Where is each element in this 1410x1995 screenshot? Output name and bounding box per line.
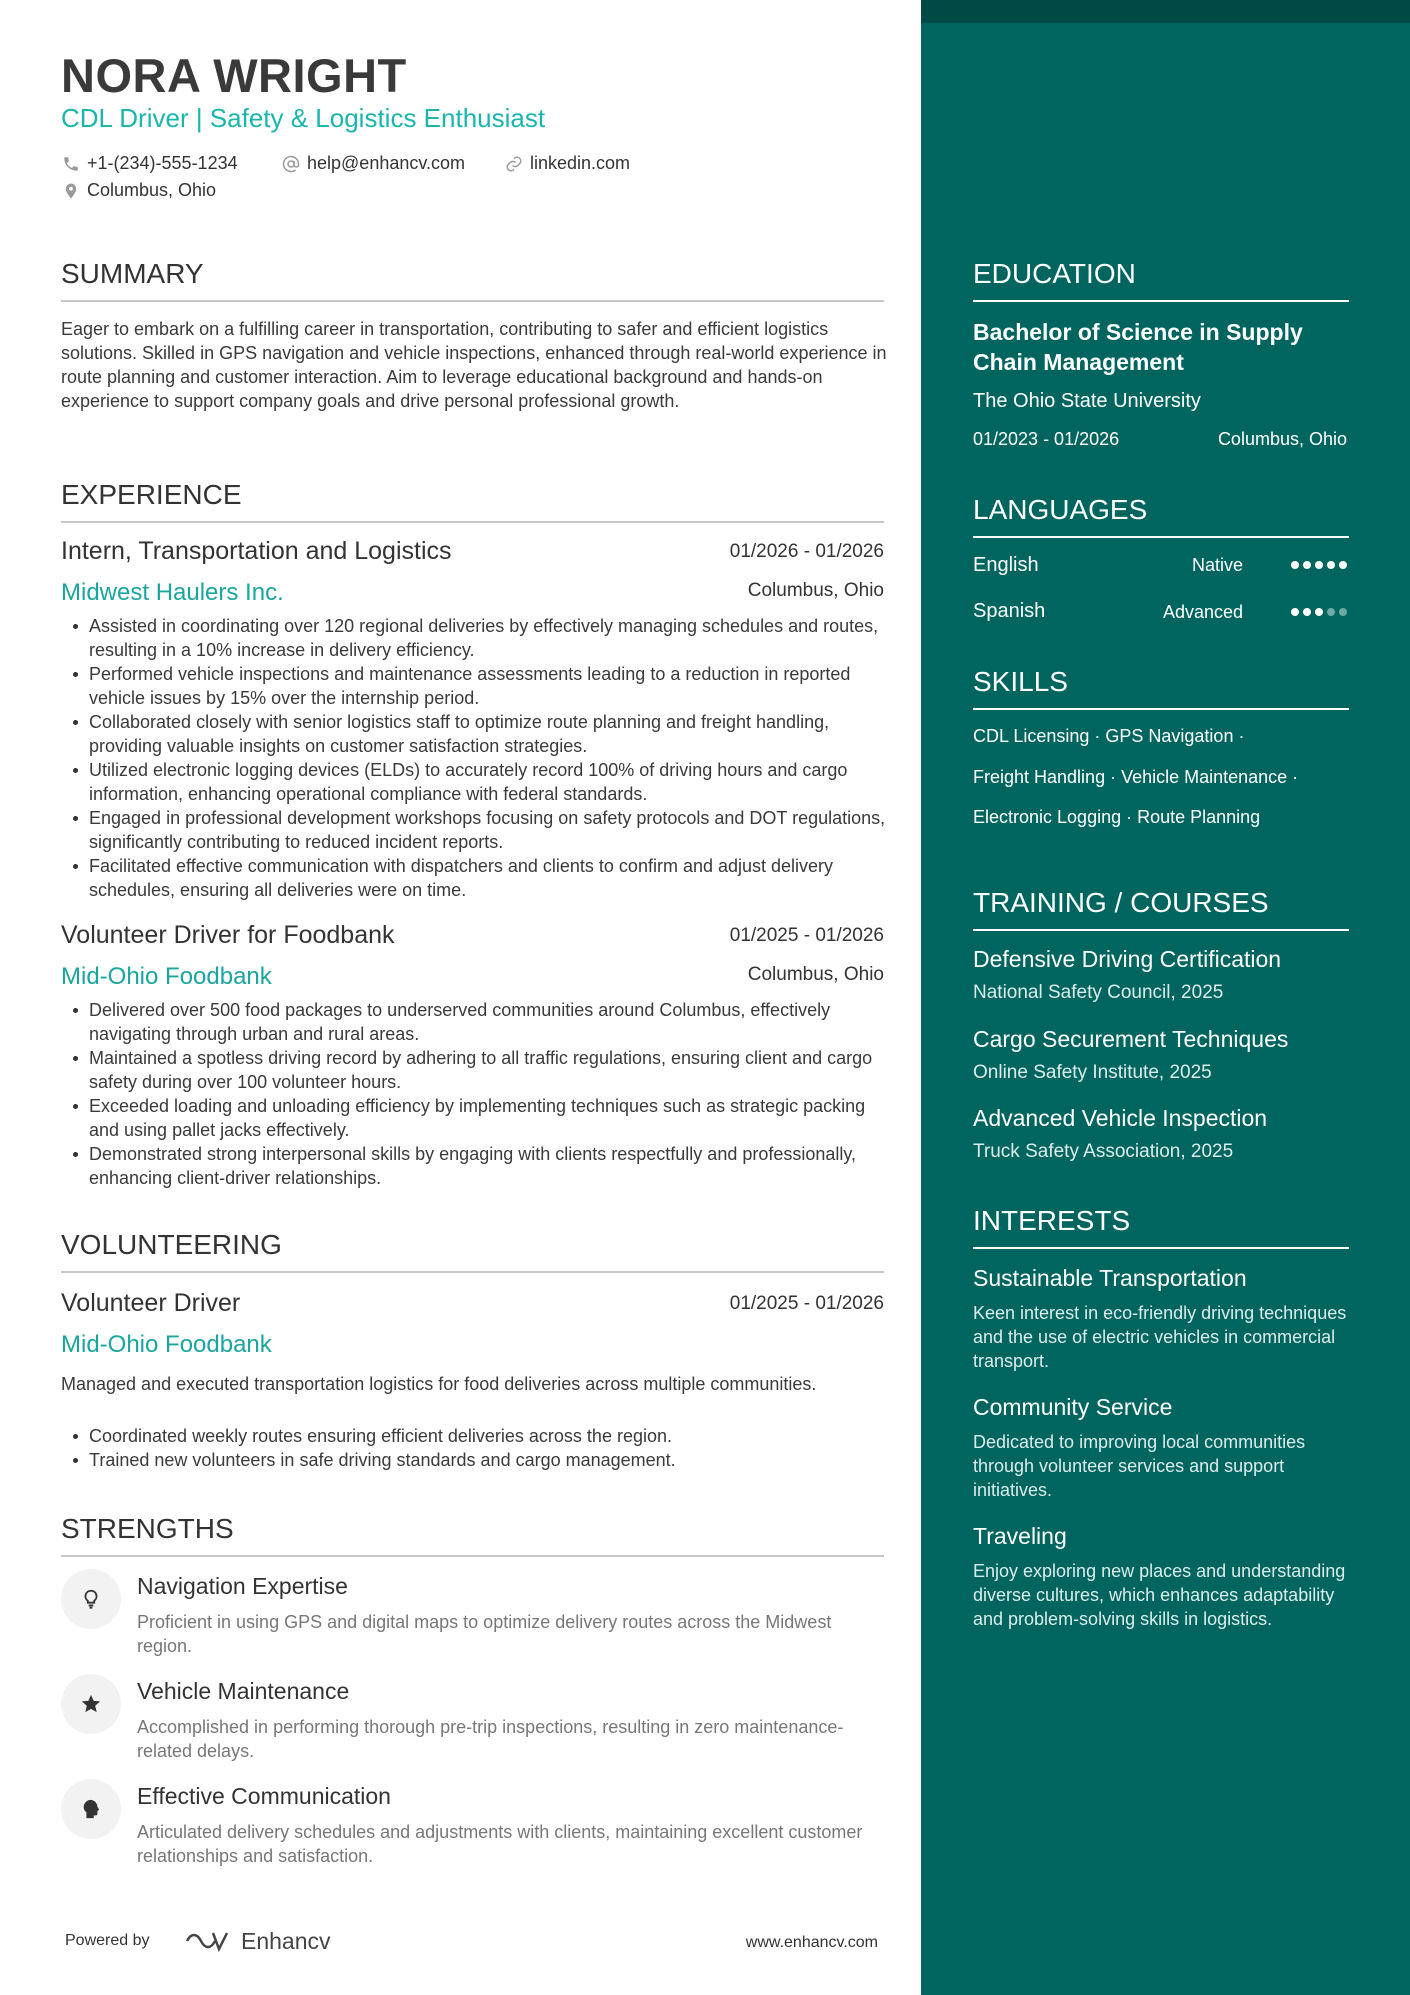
strength-description: Accomplished in performing thorough pre-trip inspections, resulting in zero maintenance-related delays. bbox=[137, 1717, 844, 1761]
interest-name: Community Service bbox=[973, 1394, 1173, 1420]
lightbulb-icon bbox=[80, 1588, 102, 1610]
star-icon bbox=[80, 1693, 102, 1715]
strength-description: Proficient in using GPS and digital maps to optimize delivery routes across the Midwest region. bbox=[137, 1612, 832, 1656]
summary-text: Eager to embark on a fulfilling career in transportation, contributing to safer and efficient logistics solutions. Skilled in GPS navigation and vehicle inspections, enhanced through real-world experience in route planning and customer interaction. Aim to leverage educational background and hands-on experience to support company goals and drive personal professional growth. bbox=[61, 319, 887, 411]
language-rating bbox=[1291, 608, 1347, 616]
rating-dot bbox=[1303, 608, 1311, 616]
rating-dot bbox=[1315, 608, 1323, 616]
language-name: Spanish bbox=[973, 600, 1046, 622]
rating-dot bbox=[1291, 608, 1299, 616]
location-text: Columbus, Ohio bbox=[87, 180, 217, 200]
volunteer-bullets bbox=[61, 1424, 891, 1472]
volunteering-heading: VOLUNTEERING bbox=[61, 1229, 884, 1273]
education-location: Columbus, Ohio bbox=[1217, 429, 1347, 449]
bullet-item: Engaged in professional development workshops focusing on safety protocols and DOT regulations, significantly contributing to reduced incident reports. bbox=[61, 806, 891, 854]
interest-name: Sustainable Transportation bbox=[973, 1265, 1247, 1291]
skills-line: Electronic Logging · Route Planning bbox=[973, 807, 1261, 827]
strength-icon-badge bbox=[61, 1674, 121, 1734]
volunteer-company[interactable]: Mid-Ohio Foodbank bbox=[61, 1331, 272, 1358]
skills-heading: SKILLS bbox=[973, 666, 1349, 710]
job-bullets bbox=[61, 998, 891, 1190]
job-location: Columbus, Ohio bbox=[747, 580, 884, 601]
email-contact[interactable] bbox=[282, 153, 465, 174]
rating-dot bbox=[1303, 561, 1311, 569]
skills-line: Freight Handling · Vehicle Maintenance · bbox=[973, 767, 1299, 787]
job-dates: 01/2025 - 01/2026 bbox=[729, 925, 884, 946]
interest-description: Dedicated to improving local communities through volunteer services and support initiatives. bbox=[973, 1432, 1306, 1500]
bullet-item: Performed vehicle inspections and maintenance assessments leading to a reduction in reported vehicle issues by 15% over the internship period. bbox=[61, 662, 891, 710]
strength-description: Articulated delivery schedules and adjustments with clients, maintaining excellent customer relationships and satisfaction. bbox=[137, 1822, 863, 1866]
email-text: help@enhancv.com bbox=[307, 153, 466, 173]
job-location: Columbus, Ohio bbox=[747, 964, 884, 985]
language-level: Advanced bbox=[1162, 602, 1243, 622]
linkedin-contact[interactable] bbox=[505, 153, 630, 174]
phone-text: +1-(234)-555-1234 bbox=[87, 153, 238, 173]
volunteer-dates: 01/2025 - 01/2026 bbox=[729, 1293, 884, 1314]
footer-url[interactable]: www.enhancv.com bbox=[745, 1934, 878, 1951]
training-name: Advanced Vehicle Inspection bbox=[973, 1105, 1268, 1131]
language-rating bbox=[1291, 561, 1347, 569]
candidate-name: NORA WRIGHT bbox=[61, 49, 407, 102]
location-contact bbox=[62, 180, 216, 201]
interest-name: Traveling bbox=[973, 1523, 1067, 1549]
phone-contact[interactable] bbox=[62, 153, 238, 174]
rating-dot bbox=[1327, 561, 1335, 569]
summary-heading: SUMMARY bbox=[61, 258, 884, 302]
head-icon bbox=[80, 1798, 102, 1820]
enhancv-brand: Enhancv bbox=[241, 1927, 331, 1954]
job-role: Intern, Transportation and Logistics bbox=[61, 537, 452, 565]
rating-dot bbox=[1339, 608, 1347, 616]
at-icon bbox=[282, 155, 300, 173]
job-bullets bbox=[61, 614, 891, 902]
interests-heading: INTERESTS bbox=[973, 1205, 1349, 1249]
volunteer-role: Volunteer Driver bbox=[61, 1289, 241, 1317]
education-school: The Ohio State University bbox=[973, 390, 1201, 412]
bullet-item: Delivered over 500 food packages to underserved communities around Columbus, effectively navigating through urban and rural areas. bbox=[61, 998, 891, 1046]
training-org: Truck Safety Association, 2025 bbox=[973, 1141, 1234, 1162]
volunteer-description: Managed and executed transportation logistics for food deliveries across multiple communities. bbox=[61, 1374, 817, 1394]
language-level: Native bbox=[1191, 555, 1243, 575]
rating-dot bbox=[1315, 561, 1323, 569]
sidebar-top-bar bbox=[921, 0, 1410, 23]
strength-title: Effective Communication bbox=[137, 1783, 391, 1809]
strength-title: Navigation Expertise bbox=[137, 1573, 348, 1599]
training-name: Defensive Driving Certification bbox=[973, 946, 1282, 972]
job-role: Volunteer Driver for Foodbank bbox=[61, 921, 395, 949]
bullet-item: Facilitated effective communication with dispatchers and clients to confirm and adjust delivery schedules, ensuring all deliveries were on time. bbox=[61, 854, 891, 902]
link-icon bbox=[505, 155, 523, 173]
training-heading: TRAINING / COURSES bbox=[973, 887, 1349, 931]
strength-icon-badge bbox=[61, 1569, 121, 1629]
training-org: National Safety Council, 2025 bbox=[973, 982, 1224, 1003]
interest-description: Keen interest in eco-friendly driving techniques and the use of electric vehicles in commercial transport. bbox=[973, 1303, 1347, 1371]
location-pin-icon bbox=[62, 182, 80, 200]
training-name: Cargo Securement Techniques bbox=[973, 1026, 1289, 1052]
enhancv-logo[interactable] bbox=[183, 1927, 331, 1955]
strengths-heading: STRENGTHS bbox=[61, 1513, 884, 1557]
bullet-item: Coordinated weekly routes ensuring efficient deliveries across the region. bbox=[61, 1424, 891, 1448]
education-degree: Bachelor of Science in Supply Chain Management bbox=[973, 319, 1303, 375]
language-name: English bbox=[973, 554, 1039, 576]
interest-description: Enjoy exploring new places and understanding diverse cultures, which enhances adaptability and problem-solving skills in logistics. bbox=[973, 1561, 1346, 1629]
bullet-item: Collaborated closely with senior logistics staff to optimize route planning and freight handling, providing valuable insights on customer satisfaction strategies. bbox=[61, 710, 891, 758]
job-company[interactable]: Midwest Haulers Inc. bbox=[61, 579, 284, 606]
bullet-item: Assisted in coordinating over 120 regional deliveries by effectively managing schedules and routes, resulting in a 10% increase in delivery efficiency. bbox=[61, 614, 891, 662]
strength-title: Vehicle Maintenance bbox=[137, 1678, 350, 1704]
strength-icon-badge bbox=[61, 1779, 121, 1839]
education-heading: EDUCATION bbox=[973, 258, 1349, 302]
candidate-headline: CDL Driver | Safety & Logistics Enthusiast bbox=[61, 103, 546, 133]
linkedin-text: linkedin.com bbox=[530, 153, 631, 173]
powered-by-text: Powered by bbox=[65, 1932, 150, 1949]
training-org: Online Safety Institute, 2025 bbox=[973, 1062, 1212, 1083]
job-dates: 01/2026 - 01/2026 bbox=[729, 541, 884, 562]
bullet-item: Utilized electronic logging devices (ELDs) to accurately record 100% of driving hours and cargo information, enhancing operational compliance with federal standards. bbox=[61, 758, 891, 806]
job-company[interactable]: Mid-Ohio Foodbank bbox=[61, 963, 272, 990]
bullet-item: Maintained a spotless driving record by adhering to all traffic regulations, ensuring client and cargo safety during over 100 volunteer hours. bbox=[61, 1046, 891, 1094]
rating-dot bbox=[1291, 561, 1299, 569]
phone-icon bbox=[62, 155, 80, 173]
sidebar-column bbox=[921, 0, 1410, 1995]
languages-heading: LANGUAGES bbox=[973, 494, 1349, 538]
skills-line: CDL Licensing · GPS Navigation · bbox=[973, 726, 1245, 746]
education-dates: 01/2023 - 01/2026 bbox=[973, 429, 1120, 449]
bullet-item: Trained new volunteers in safe driving standards and cargo management. bbox=[61, 1448, 891, 1472]
enhancv-logo-icon bbox=[183, 1927, 231, 1955]
rating-dot bbox=[1327, 608, 1335, 616]
experience-heading: EXPERIENCE bbox=[61, 479, 884, 523]
rating-dot bbox=[1339, 561, 1347, 569]
bullet-item: Demonstrated strong interpersonal skills by engaging with clients respectfully and professionally, enhancing client-driver relationships. bbox=[61, 1142, 891, 1190]
bullet-item: Exceeded loading and unloading efficiency by implementing techniques such as strategic packing and using pallet jacks effectively. bbox=[61, 1094, 891, 1142]
